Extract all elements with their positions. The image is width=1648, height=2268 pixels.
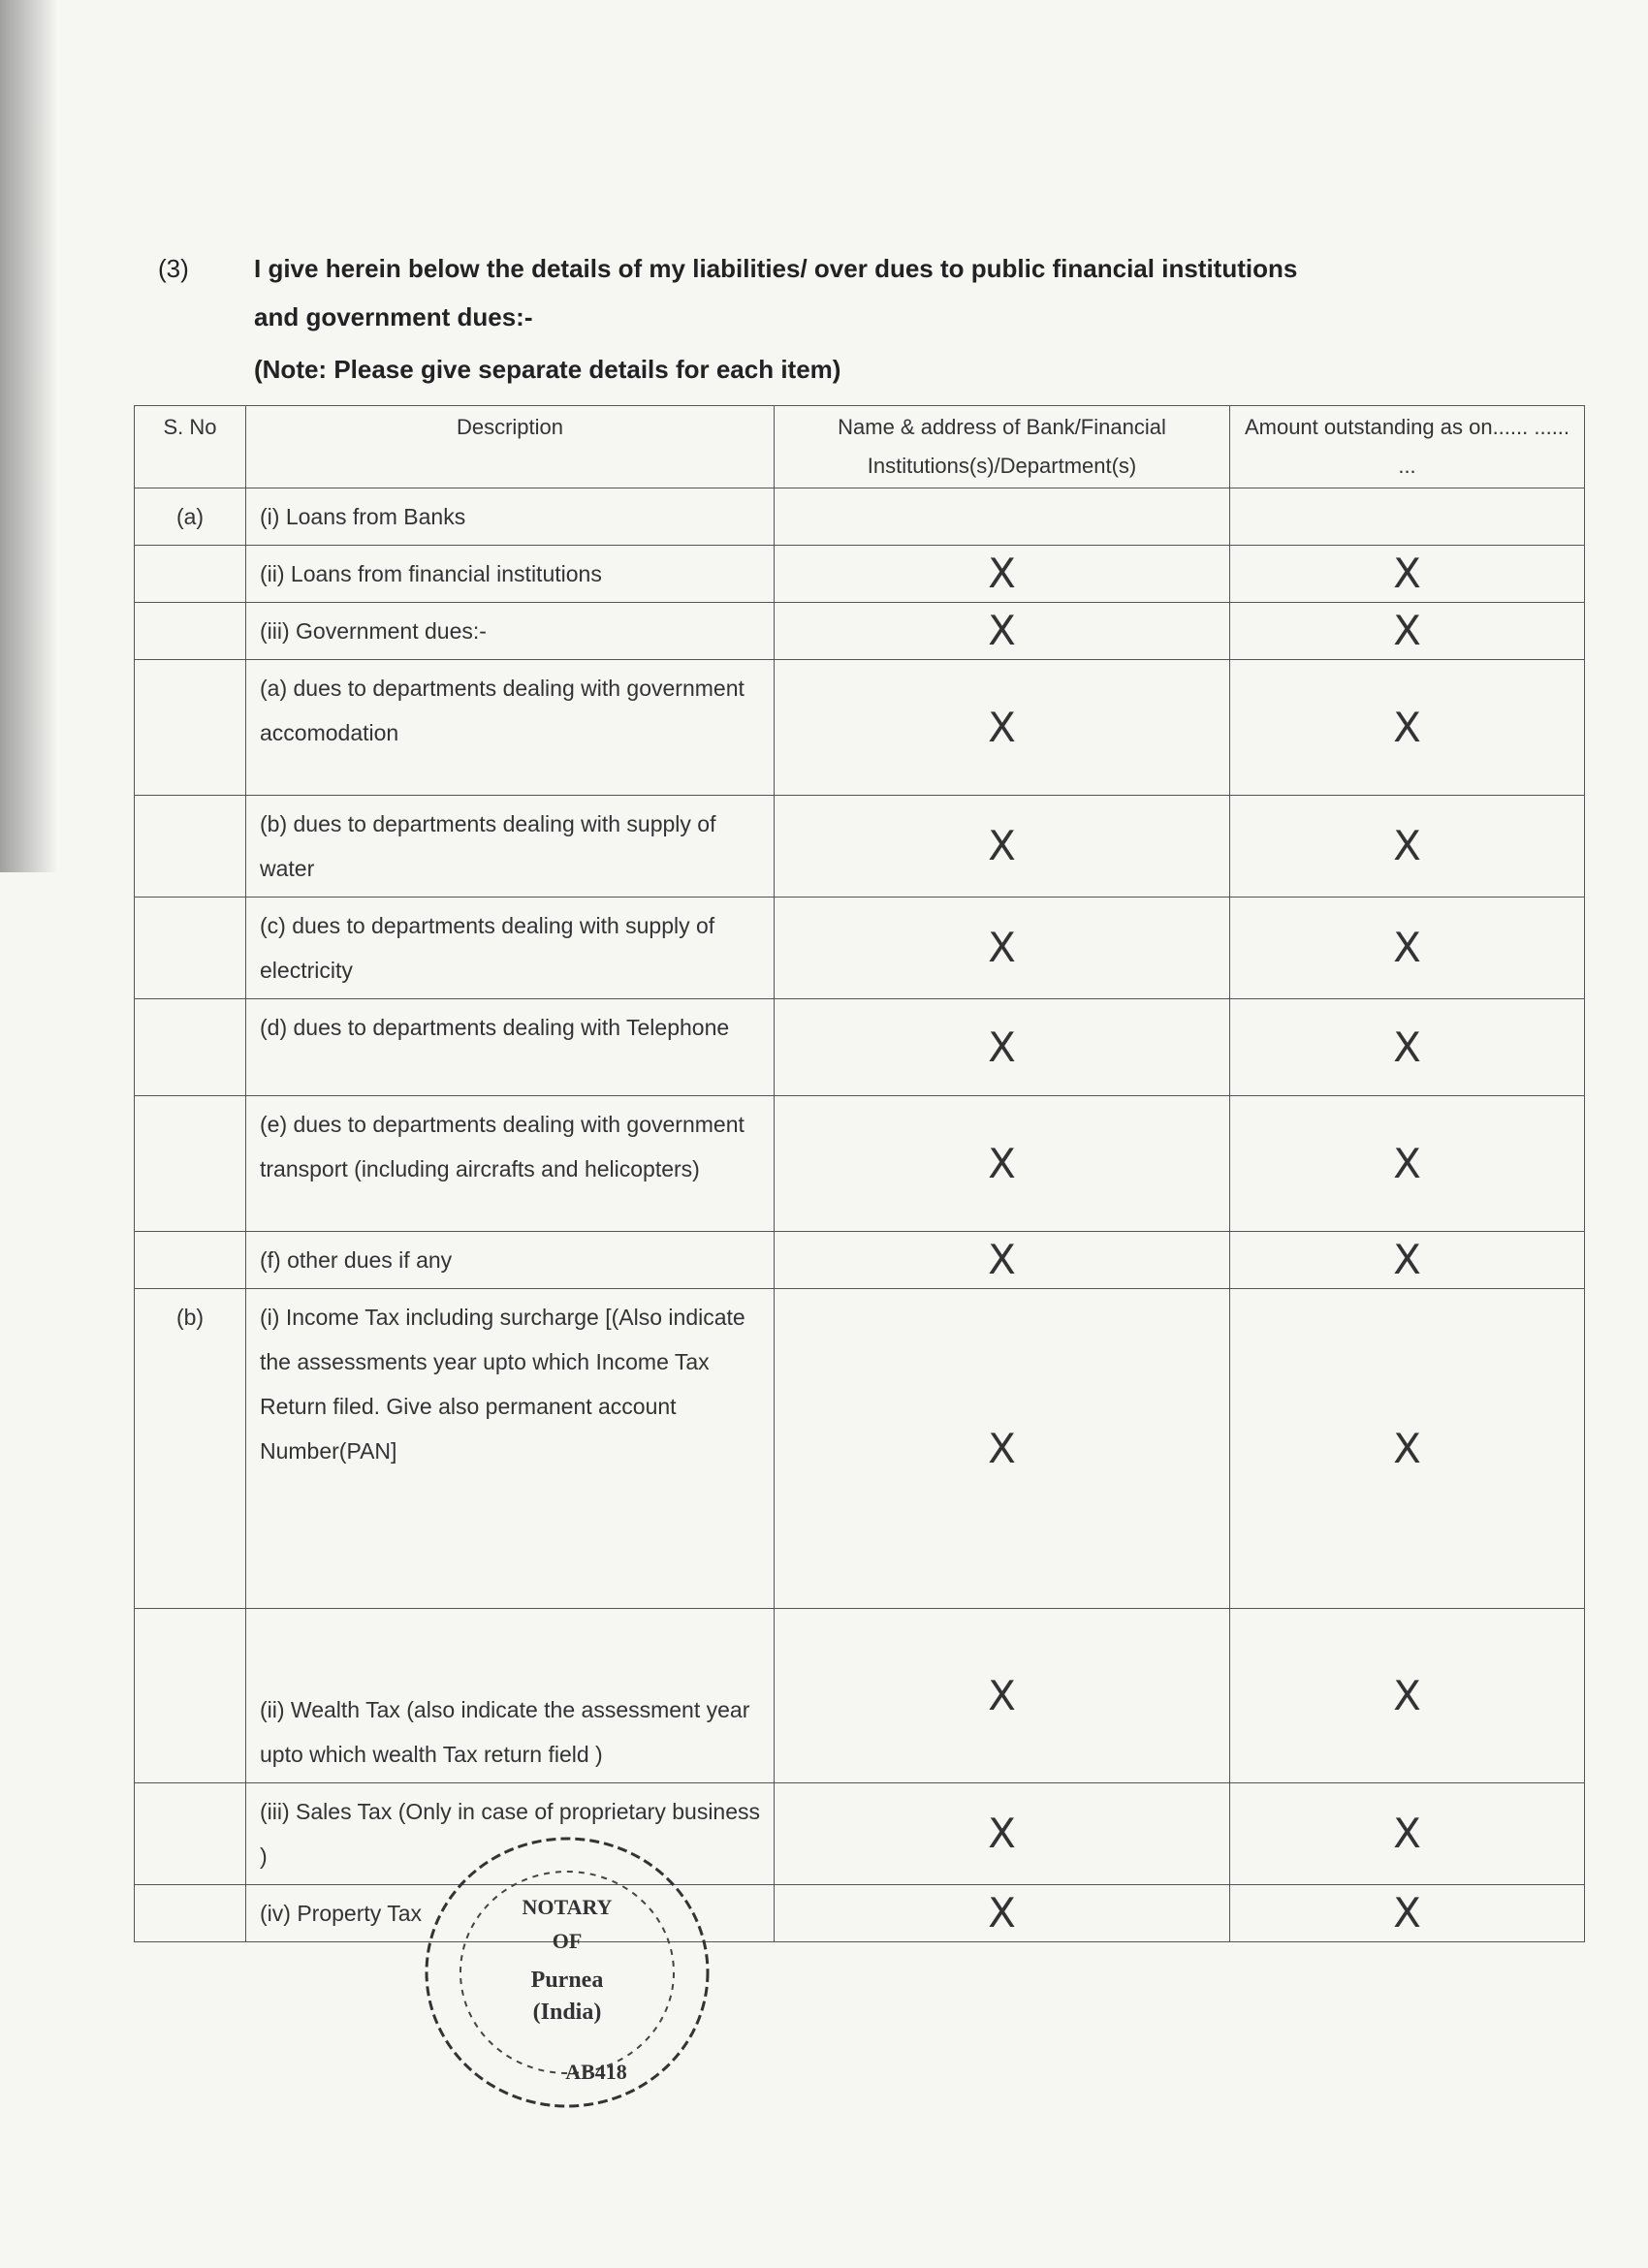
cell-description: (i) Income Tax including surcharge [(Also indicate the assessments year upto which Income Tax Return filed. Give also permanent account Number(PAN] (246, 1289, 775, 1609)
scan-edge-shadow (0, 0, 58, 872)
cross-mark: X (1230, 546, 1585, 603)
cross-mark (775, 488, 1230, 546)
cell-description: (f) other dues if any (246, 1232, 775, 1289)
cross-mark (1230, 488, 1585, 546)
cross-mark: X (1230, 1289, 1585, 1609)
header-bank: Name & address of Bank/Financial Institutions(s)/Department(s) (775, 406, 1230, 488)
cell-sno: (a) (135, 488, 246, 546)
cross-mark: X (775, 660, 1230, 796)
cross-mark: X (775, 999, 1230, 1096)
cross-mark: X (1230, 1232, 1585, 1289)
table-row (135, 1783, 1585, 1885)
cell-description: (iv) Property Tax (246, 1885, 775, 1942)
header-description: Description (246, 406, 775, 488)
section-number: (3) (158, 254, 189, 283)
table-row (135, 546, 1585, 603)
cell-description: (b) dues to departments dealing with supply of water (246, 796, 775, 898)
cell-sno (135, 796, 246, 898)
section-note: (Note: Please give separate details for each item) (254, 355, 841, 384)
cross-mark: X (775, 1289, 1230, 1609)
cross-mark: X (1230, 660, 1585, 796)
cross-mark: X (1230, 1783, 1585, 1885)
table-row (135, 1232, 1585, 1289)
cell-sno: (b) (135, 1289, 246, 1609)
cross-mark: X (775, 1885, 1230, 1942)
table-row (135, 898, 1585, 999)
stamp-text-country: (India) (532, 2000, 602, 2025)
cross-mark: X (775, 1783, 1230, 1885)
notary-stamp (417, 1827, 717, 2118)
cell-description: (d) dues to departments dealing with Telephone (246, 999, 775, 1096)
table-row (135, 999, 1585, 1096)
cell-description: (iii) Sales Tax (Only in case of proprietary business ) (246, 1783, 775, 1885)
cell-description: (c) dues to departments dealing with supply of electricity (246, 898, 775, 999)
cell-sno (135, 1232, 246, 1289)
cell-description: (i) Loans from Banks (246, 488, 775, 546)
header-amount: Amount outstanding as on...... ...... ... (1230, 406, 1585, 488)
cell-sno (135, 1783, 246, 1885)
table-row (135, 1609, 1585, 1783)
cell-description: (ii) Wealth Tax (also indicate the assessment year upto which wealth Tax return field ) (246, 1609, 775, 1783)
table-row (135, 488, 1585, 546)
cross-mark: X (1230, 1885, 1585, 1942)
cross-mark: X (1230, 603, 1585, 660)
stamp-text-top: NOTARY (522, 1895, 613, 1919)
header-sno: S. No (135, 406, 246, 488)
table-row (135, 1289, 1585, 1609)
table-row (135, 1885, 1585, 1942)
liabilities-table (134, 405, 1585, 1942)
cross-mark: X (1230, 999, 1585, 1096)
cross-mark: X (775, 796, 1230, 898)
cell-sno (135, 1609, 246, 1783)
table-row (135, 796, 1585, 898)
cell-sno (135, 546, 246, 603)
cell-sno (135, 1096, 246, 1232)
table-row (135, 1096, 1585, 1232)
cross-mark: X (1230, 796, 1585, 898)
stamp-text-reg: AB418 (565, 2060, 627, 2084)
section-heading-line-2: and government dues:- (254, 302, 533, 331)
cross-mark: X (775, 603, 1230, 660)
stamp-text-place: Purnea (530, 1968, 604, 1993)
cell-description: (e) dues to departments dealing with government transport (including aircrafts and helicopters) (246, 1096, 775, 1232)
table-row (135, 660, 1585, 796)
cross-mark: X (775, 546, 1230, 603)
cell-sno (135, 660, 246, 796)
section-heading-line-1: I give herein below the details of my liabilities/ over dues to public financial institutions (254, 254, 1298, 283)
stamp-text-mid: OF (552, 1929, 583, 1953)
cell-sno (135, 898, 246, 999)
cross-mark: X (1230, 1096, 1585, 1232)
cross-mark: X (775, 1232, 1230, 1289)
cell-description: (a) dues to departments dealing with government accomodation (246, 660, 775, 796)
cross-mark: X (775, 898, 1230, 999)
table-header-row (135, 406, 1585, 488)
cross-mark: X (1230, 1609, 1585, 1783)
cell-description: (iii) Government dues:- (246, 603, 775, 660)
cross-mark: X (1230, 898, 1585, 999)
cross-mark: X (775, 1609, 1230, 1783)
cell-sno (135, 603, 246, 660)
cell-sno (135, 1885, 246, 1942)
cross-mark: X (775, 1096, 1230, 1232)
cell-description: (ii) Loans from financial institutions (246, 546, 775, 603)
cell-sno (135, 999, 246, 1096)
table-row (135, 603, 1585, 660)
